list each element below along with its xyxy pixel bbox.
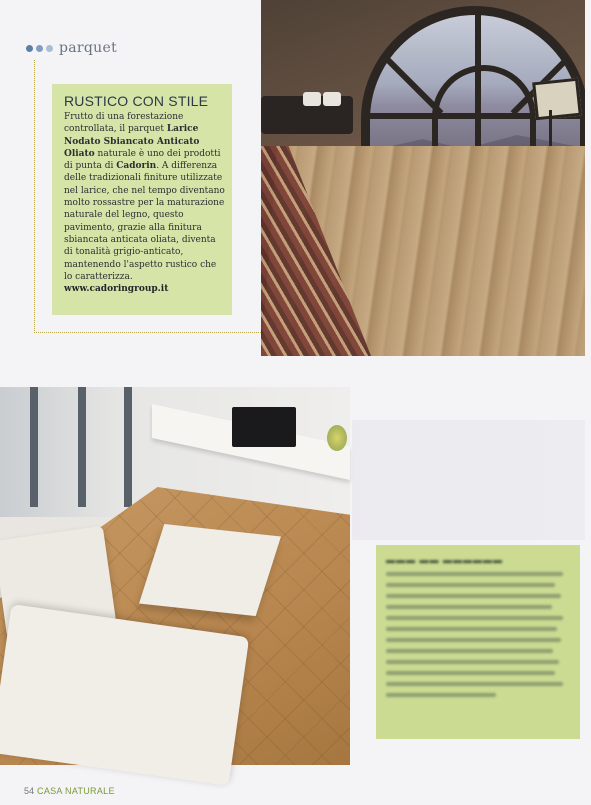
brand-name: Cadorin bbox=[116, 161, 157, 172]
attic-room-photo bbox=[261, 0, 585, 356]
sidebox-title-blurred: ▬▬▬ ▬▬ ▬▬▬▬▬▬ bbox=[386, 555, 504, 565]
section-label: parquet bbox=[59, 40, 117, 56]
page-number: 54 bbox=[24, 786, 35, 796]
easel-frame bbox=[532, 78, 582, 121]
television bbox=[232, 407, 296, 447]
feature-text-part: Frutto di una forestazione controllata, il parquet bbox=[64, 112, 184, 135]
plant bbox=[327, 425, 347, 451]
section-tag bbox=[26, 38, 117, 58]
feature-title: RUSTICO CON STILE bbox=[64, 93, 209, 109]
feature-text bbox=[64, 111, 226, 283]
feature-text-part: . A differenza delle tradizionali finiture utilizzate nel larice, che nel tempo diventano molto rossastre per la maturazione naturale del legno, questo pavimento, grazie alla finitura sbiancata anticata oliata, diventa di tonalità grigio-anticato, mantenendo l'aspetto rustico che lo caratterizza. bbox=[64, 161, 225, 282]
page-footer bbox=[24, 786, 115, 796]
product-name: Larice Nodato Sbiancato Anticato Oliato bbox=[64, 124, 200, 159]
website-link[interactable]: www.cadoringroup.it bbox=[64, 284, 169, 295]
faint-background bbox=[352, 420, 585, 540]
ottoman bbox=[139, 524, 281, 616]
feature-box bbox=[52, 84, 232, 315]
blurred-sidebox bbox=[376, 545, 580, 739]
section-dots-icon bbox=[26, 45, 53, 52]
feature-text-part: naturale è uno dei prodotti di punta di bbox=[64, 148, 221, 172]
sofa bbox=[0, 604, 249, 786]
magazine-name: CASA NATURALE bbox=[37, 786, 115, 796]
